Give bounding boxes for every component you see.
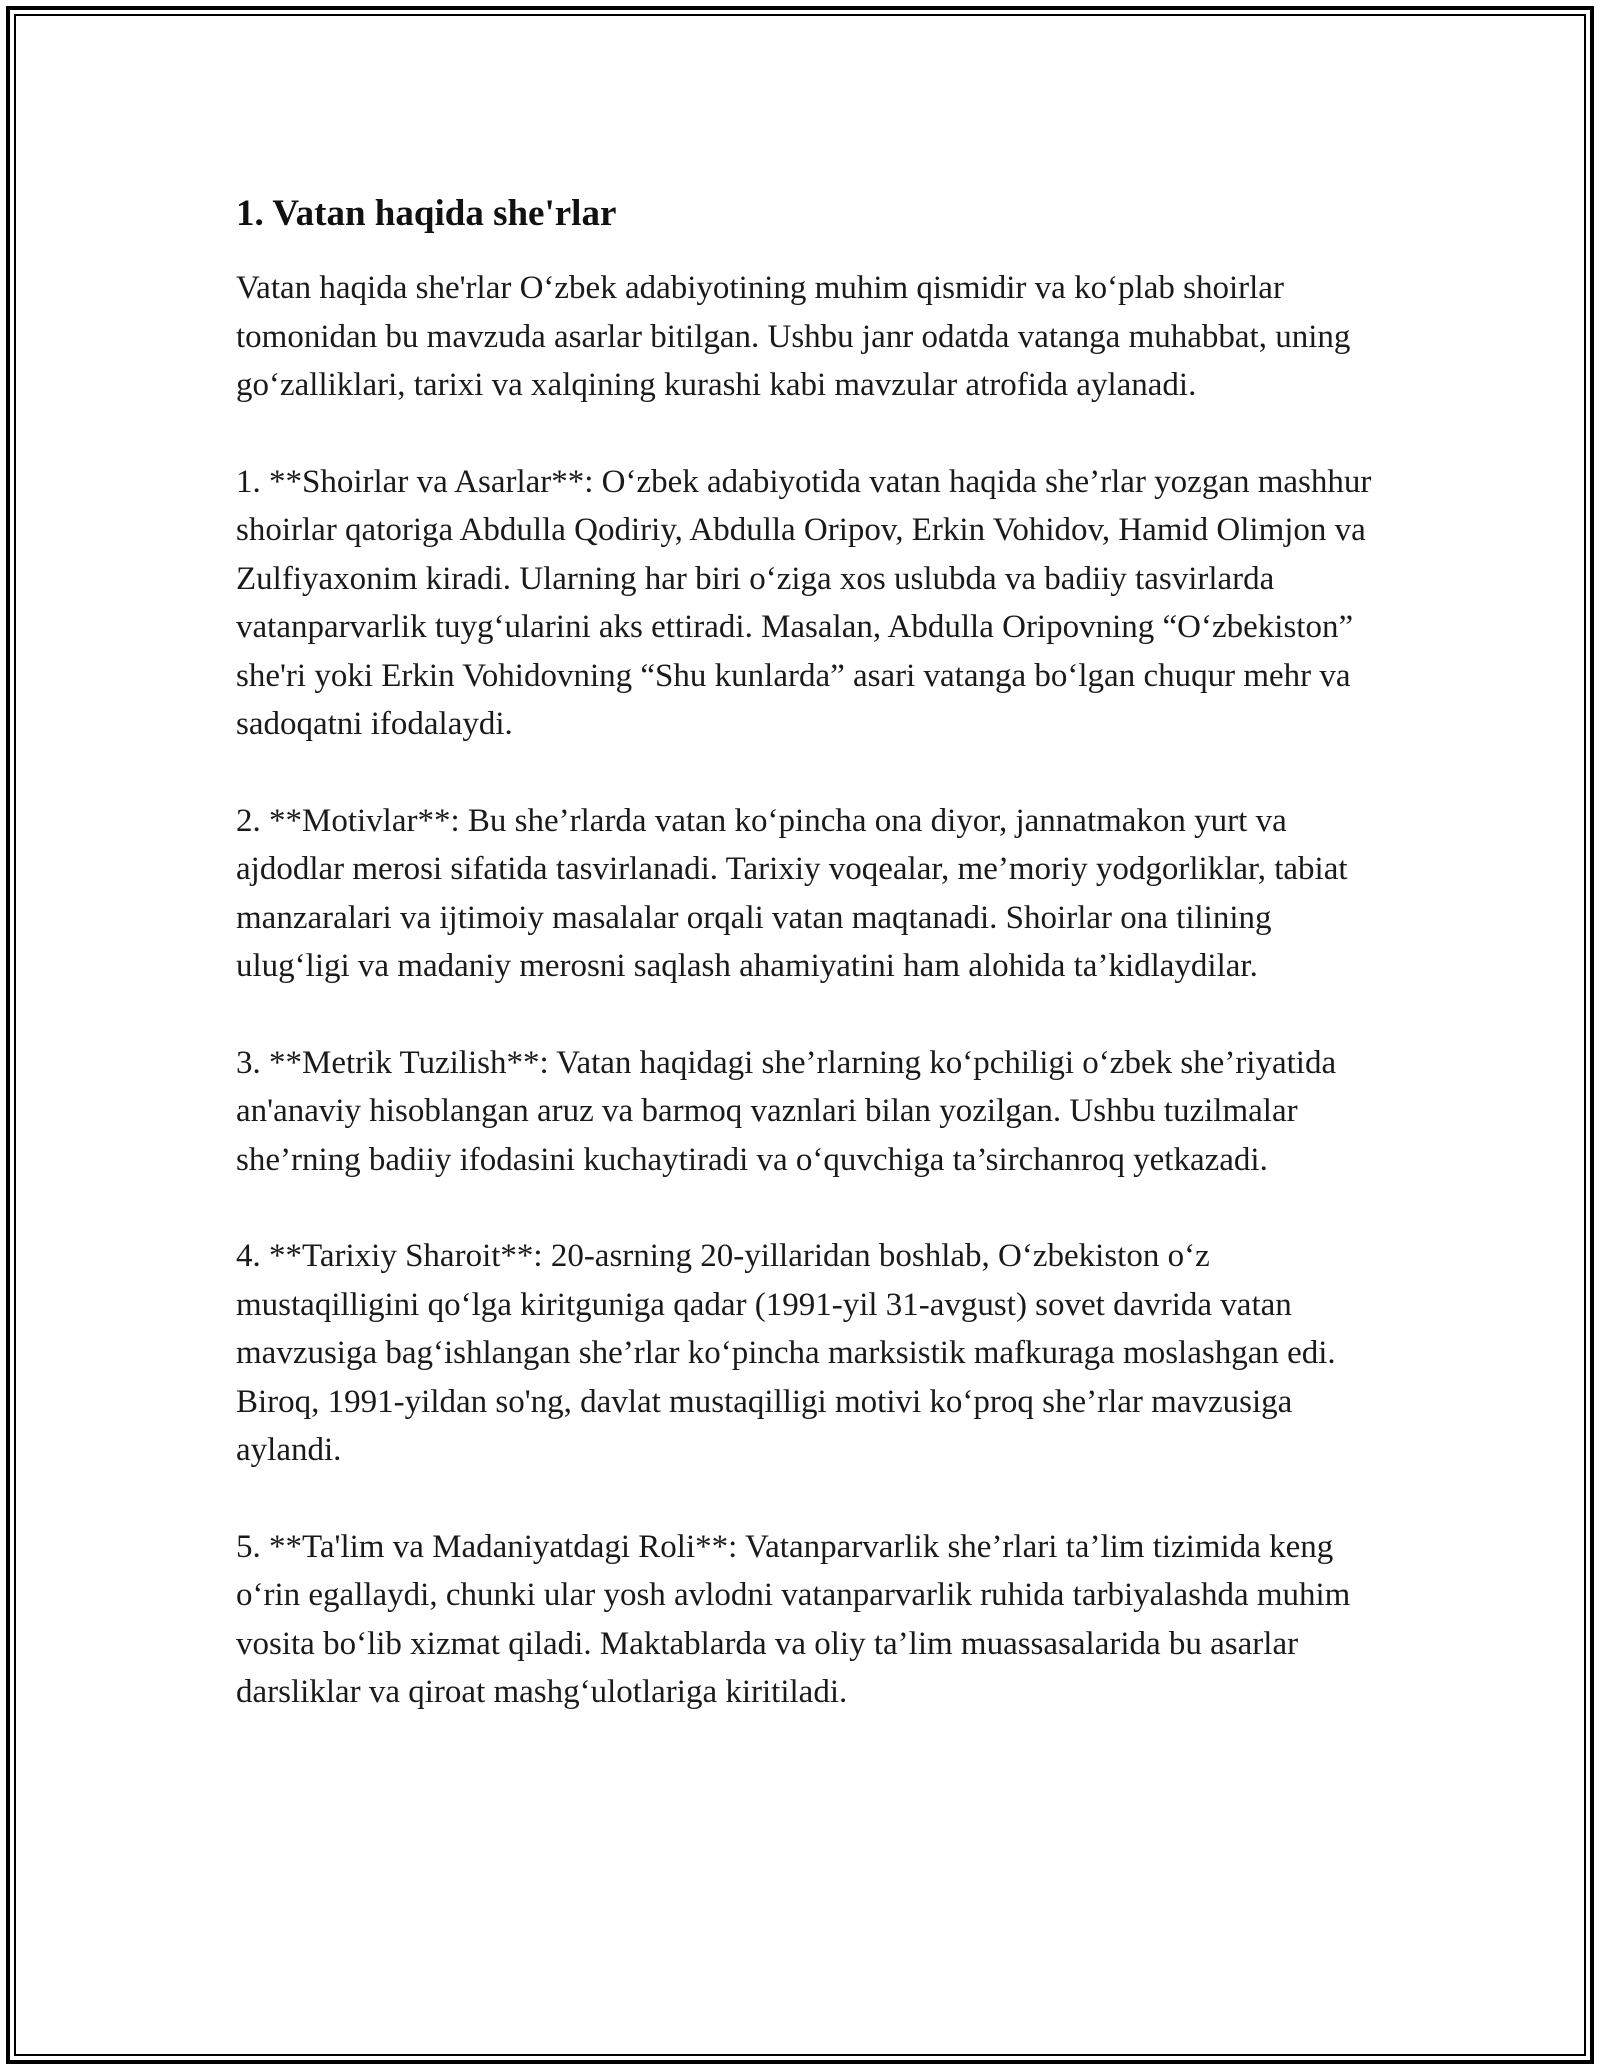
paragraph-motifs: 2. **Motivlar**: Bu she’rlarda vatan ko‘pincha ona diyor, jannatmakon yurt va ajdodlar merosi sifatida tasvirlanadi. Tarixiy voqealar, me’moriy yodgorliklar, tabiat manzaralari va ijtimoiy masalalar orqali vatan maqtanadi. Shoirlar ona tilining ulug‘ligi va madaniy merosni saqlash ahamiyatini ham alohida ta’kidlaydilar. xyxy=(236,802,1348,984)
paragraph-education-role: 5. **Ta'lim va Madaniyatdagi Roli**: Vatanparvarlik she’rlari ta’lim tizimida keng o‘rin egallaydi, chunki ular yosh avlodni vatanparvarlik ruhida tarbiyalashda muhim vosita bo‘lib xizmat qiladi. Maktablarda va oliy ta’lim muassasalarida bu asarlar darsliklar va qiroat mashg‘ulotlariga kiritiladi. xyxy=(236,1528,1351,1710)
paragraph-poets-and-works: 1. **Shoirlar va Asarlar**: O‘zbek adabiyotida vatan haqida she’rlar yozgan mashhur shoirlar qatoriga Abdulla Qodiriy, Abdulla Oripov, Erkin Vohidov, Hamid Olimjon va Zulfiyaxonim kiradi. Ularning har biri o‘ziga xos uslubda va badiiy tasvirlarda vatanparvarlik tuyg‘ularini aks ettiradi. Masalan, Abdulla Oripovning “O‘zbekiston” she'ri yoki Erkin Vohidovning “Shu kunlarda” asari vatanga bo‘lgan chuqur mehr va sadoqatni ifodalaydi. xyxy=(236,463,1372,742)
paragraph-historical-context: 4. **Tarixiy Sharoit**: 20-asrning 20-yillaridan boshlab, O‘zbekiston o‘z mustaqilligini qo‘lga kiritguniga qadar (1991-yil 31-avgust) sovet davrida vatan mavzusiga bag‘ishlangan she’rlar ko‘pincha marksistik mafkuraga moslashgan edi. Biroq, 1991-yildan so'ng, davlat mustaqilligi motivi ko‘proq she’rlar mavzusiga aylandi. xyxy=(236,1238,1336,1468)
document-body xyxy=(236,186,1376,1765)
document-title: 1. Vatan haqida she'rlar xyxy=(236,193,617,234)
intro-paragraph: Vatan haqida she'rlar O‘zbek adabiyotining muhim qismidir va ko‘plab shoirlar tomonidan bu mavzuda asarlar bitilgan. Ushbu janr odatda vatanga muhabbat, uning go‘zalliklari, tarixi va xalqining kurashi kabi mavzular atrofida aylanadi. xyxy=(236,270,1351,403)
paragraph-metric-structure: 3. **Metrik Tuzilish**: Vatan haqidagi she’rlarning ko‘pchiligi o‘zbek she’riyatida an'anaviy hisoblangan aruz va barmoq vaznlari bilan yozilgan. Ushbu tuzilmalar she’rning badiiy ifodasini kuchaytiradi va o‘quvchiga ta’sirchanroq yetkazadi. xyxy=(236,1044,1337,1178)
